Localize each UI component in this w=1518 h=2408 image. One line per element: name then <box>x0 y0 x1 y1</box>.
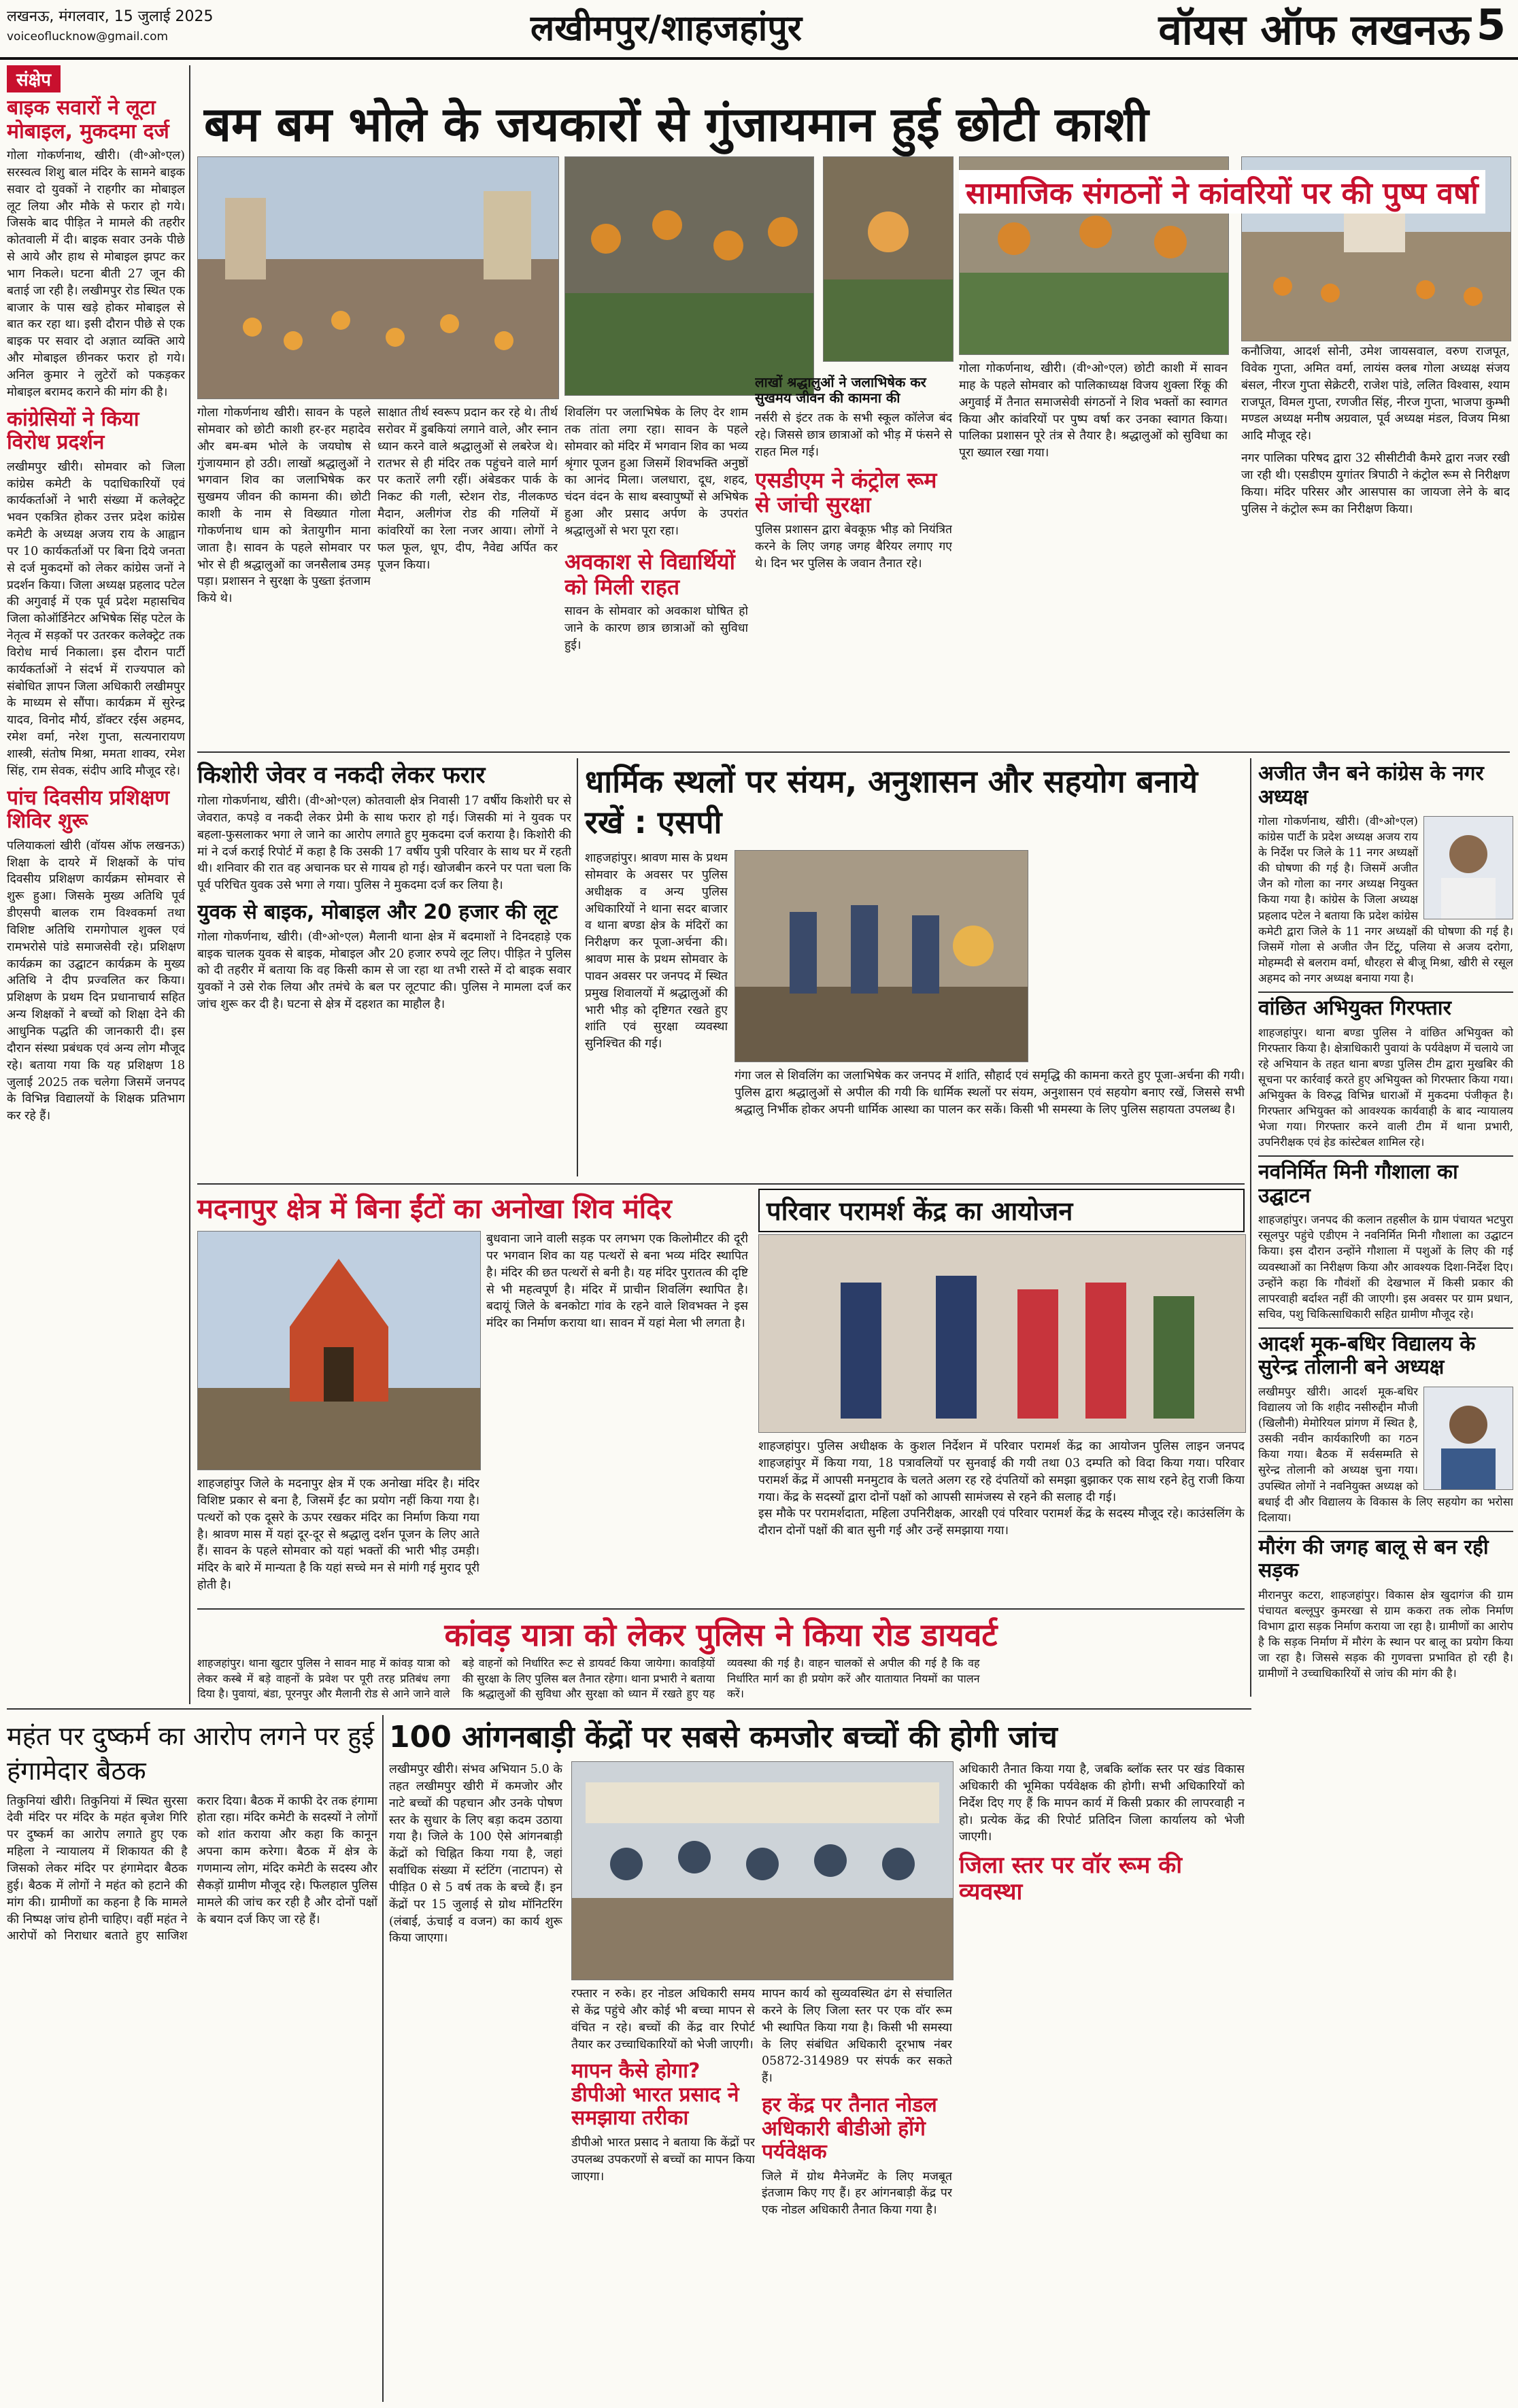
family-body2: इस मौके पर परामर्शदाता, महिला उपनिरीक्षक, आरक्षी एवं परिवार परामर्श केंद्र के सदस्य मौजूद रहे। काउंसलिंग के दौरान दोनों पक्षों की बात सुनी गई और उन्हें समझाया गया। <box>758 1507 1245 1538</box>
lead-body-col6 <box>1241 343 1510 745</box>
right-story3-title: नवनिर्मित मिनी गौशाला का उद्घाटन <box>1258 1155 1513 1208</box>
lead-body7: गोला गोकर्णनाथ, खीरी। (वी॰ओ॰एल) छोटी काशी में सावन माह के पहले सोमवार को पालिकाध्यक्ष विजय शुक्ला रिंकू की अगुवाई में तैनात समाजसेवी संगठनों ने शिव भक्तों का स्वागत किया और कांवरियों पर पुष्प वर्षा कर उनका स्वागत किया। पालिका प्रशासन पूरे तंत्र से तैयार है। श्रद्धालुओं को सुविधा का पूरा ख्याल रखा गया। <box>959 362 1228 460</box>
lead-caption-mid: लाखों श्रद्धालुओं ने जलाभिषेक कर सुखमय जीवन की कामना की <box>755 374 926 406</box>
theft-divider <box>577 758 578 1176</box>
lead-subhead-holiday: अवकाश से विद्यार्थियों को मिली राहत <box>564 548 735 600</box>
theft-stories <box>197 758 571 1180</box>
anganwadi-col2 <box>571 1986 755 2401</box>
shiv-body: शाहजहांपुर जिले के मदनापुर क्षेत्र में एक अनोखा मंदिर है। मंदिर विशिष्ट प्रकार से बना है, जिसमें ईंट का प्रयोग नहीं किया गया है। पत्थरों को एक दूसरे के ऊपर रखकर मंदिर का निर्माण किया गया है। श्रावण मास में यहां दूर-दूर से श्रद्धालु दर्शन पूजन के लिए आते हैं। सावन के पहले सोमवार को यहां भक्तों की भारी भीड़ उमड़ी। मंदिर के बारे में मान्यता है कि यहां सच्चे मन से मांगी गई मुराद पूरी होती है। <box>197 1477 479 1593</box>
ajit-portrait <box>1423 816 1513 919</box>
anganwadi-body6: अधिकारी तैनात किया गया है, जबकि ब्लॉक स्तर पर खंड विकास अधिकारी की भूमिका पर्यवेक्षक की होगी। सभी अधिकारियों को निर्देश दिए गए हैं कि मापन कार्य में किसी प्रकार की लापरवाही न हो। प्रत्येक केंद्र की रिपोर्ट प्रतिदिन जिला कार्यालय को भेजी जाएगी। <box>959 1763 1245 1844</box>
right-story5-title: मौरंग की जगह बालू से बन रही सड़क <box>1258 1531 1513 1583</box>
lead-names: कनौजिया, आदर्श सोनी, उमेश जायसवाल, वरुण राजपूत, विवेक गुप्ता, अमित वर्मा, लायंस क्लब गोला अध्यक्ष संजय बंसल, नीरज गुप्ता सेक्रेटरी, राजेश पांडे, ललित विश्वास, श्याम राजपूत, विमल गुप्ता, रणजीत सिंह, नीरज गुप्ता, भाजपा कुम्भी मण्डल अध्यक्ष मनीष अग्रवाल, पूर्व अध्यक्ष मंडल, विजय मिश्रा आदि मौजूद रहे। <box>1241 345 1510 443</box>
sidebar-divider <box>189 65 190 1704</box>
sp-body2: गंगा जल से शिवलिंग का जलाभिषेक कर जनपद में शांति, सौहार्द एवं समृद्धि की कामना करते हुए पूजा-अर्चना की गयी। पुलिस द्वारा श्रद्धालुओं से अपील की गयी कि धार्मिक स्थलों पर संयम, अनुशासन एवं सहयोग बनाए रखें, जिससे सभी श्रद्धालु निर्भीक होकर अपनी धार्मिक आस्था का पालन कर सकें। किसी भी समस्या के लिए पुलिस सहायता उपलब्ध है। <box>735 1069 1245 1117</box>
lead-subheadline: सामाजिक संगठनों ने कांवरियों पर की पुष्प वर्षा <box>959 170 1485 214</box>
mahant-body: तिकुनियां खीरी। तिकुनियां में स्थित सुरसा देवी मंदिर पर मंदिर के महंत बृजेश गिरि पर दुष्कर्म का आरोप लगाते हुए एक महिला ने न्यायालय में शिकायत की है जिसको लेकर मंदिर पर हंगामेदार बैठक हुई। बैठक में लोगों ने महंत को हटाने की मांग की। ग्रामीणों का कहना है कि मामले की निष्पक्ष जांच होनी चाहिए। वहीं महंत ने आरोपों को निराधार बताते हुए साजिश करार दिया। बैठक में काफी देर तक हंगामा होता रहा। मंदिर कमेटी के सदस्यों ने लोगों को शांत कराया और कहा कि कानून अपना काम करेगा। बैठक में क्षेत्र के गणमान्य लोग, मंदिर कमेटी के सदस्य और सैकड़ों ग्रामीण मौजूद रहे। फिलहाल पुलिस मामले की जांच कर रही है और दोनों पक्षों के बयान दर्ज किए जा रहे हैं। <box>7 1794 377 1944</box>
right-story4-body: लखीमपुर खीरी। आदर्श मूक-बधिर विद्यालय जो कि शहीद नसीरुद्दीन मौजी (खिलौनी) मेमोरियल प्रांगण में स्थित है, उसकी नवीन कार्यकारिणी का गठन किया गया। बैठक में सर्वसम्मति से सुरेन्द्र तोलानी को अध्यक्ष चुना गया। उपस्थित लोगों ने नवनियुक्त अध्यक्ष को बधाई दी और विद्यालय के विकास के लिए सहयोग का भरोसा दिलाया। <box>1258 1385 1513 1524</box>
sp-headline: धार्मिक स्थलों पर संयम, अनुशासन और सहयोग बनाये रखें : एसपी <box>585 763 1198 841</box>
anganwadi-headline: 100 आंगनबाड़ी केंद्रों पर सबसे कमजोर बच्चों की होगी जांच <box>389 1720 1058 1754</box>
right-story2-title: वांछित अभियुक्त गिरफ्तार <box>1258 991 1513 1021</box>
anganwadi-body3: डीपीओ भारत प्रसाद ने बताया कि केंद्रों पर उपलब्ध उपकरणों से बच्चों का मापन किया जाएगा। <box>571 2135 755 2184</box>
anganwadi-body2: रफ्तार न रुके। हर नोडल अधिकारी समय से केंद्र पहुंचे और कोई भी बच्चा मापन से वंचित न रहे। बच्चों की केंद्र वार रिपोर्ट तैयार कर उच्चाधिकारियों को भेजी जाएगी। <box>571 1987 755 2052</box>
sp-photo <box>735 850 1028 1062</box>
shiv-body-col <box>197 1476 479 1605</box>
loot-body: गोला गोकर्णनाथ, खीरी। (वी॰ओ॰एल) मैलानी थाना क्षेत्र में बदमाशों ने दिनदहाड़े एक बाइक चालक युवक से बाइक, मोबाइल और 20 हजार रुपये लूट लिए। पीड़ित ने पुलिस को दी तहरीर में बताया कि वह किसी काम से जा रहा था तभी रास्ते में दो बाइक सवार युवकों ने उसे रोक लिया और तमंचे के बल पर लूटपाट की। पुलिस ने मामला दर्ज कर जांच शुरू कर दी है। घटना से क्षेत्र में दहशत का माहौल है। <box>197 930 571 1012</box>
right-story2-body: शाहजहांपुर। थाना बण्डा पुलिस ने वांछित अभियुक्त को गिरफ्तार किया है। क्षेत्राधिकारी पुवायां के पर्यवेक्षण में चलाये जा रहे अभियान के तहत थाना बण्डा पुलिस टीम द्वारा मुखबिर की सूचना पर कार्रवाई करते हुए अभियुक्त को गिरफ्तार किया गया। अभियुक्त के विरुद्ध विभिन्न धाराओं में मुकदमा पंजीकृत है। गिरफ्तार अभियुक्त को आवश्यक कार्यवाही के बाद न्यायालय भेजा गया। गिरफ्तार करने वाली टीम में थाना प्रभारी, उपनिरीक्षक एवं हेड कांस्टेबल शामिल रहे। <box>1258 1025 1513 1149</box>
header-date <box>7 5 213 44</box>
anganwadi-body5: जिले में ग्रोथ मैनेजमेंट के लिए मजबूत इंतजाम किए गए हैं। हर आंगनबाड़ी केंद्र पर एक नोडल अधिकारी तैनात किया गया है। <box>762 2169 952 2218</box>
anganwadi-photo <box>571 1761 954 1980</box>
brand-logo: वॉयस ऑफ लखनऊ <box>1158 5 1470 54</box>
right-story3-body: शाहजहांपुर। जनपद की कलान तहसील के ग्राम पंचायत भटपुरा रसूलपुर पहुंचे एडीएम ने नवनिर्मित मिनी गौशाला का उद्घाटन किया। इस दौरान उन्होंने गौशाला में पशुओं के लिए की गई व्यवस्थाओं का निरीक्षण किया और आवश्यक दिशा-निर्देश दिए। उन्होंने कहा कि गौवंशों की देखभाल में किसी प्रकार की लापरवाही बर्दाश्त नहीं की जाएगी। इस अवसर पर ग्राम प्रधान, सचिव, पशु चिकित्साधिकारी सहित ग्रामीण मौजूद रहे। <box>1258 1213 1513 1321</box>
sidebar-story2-body: लखीमपुर खीरी। सोमवार को जिला कांग्रेस कमेटी के पदाधिकारियों एवं कार्यकर्ताओं ने भारी संख्या में कलेक्ट्रेट भवन एकत्रित होकर उत्तर प्रदेश कांग्रेस कमेटी के अध्यक्ष अजय राय के आह्वान पर 10 कार्यकर्ताओं पर बिना दिये जनता से दर्ज मुकदमों को लेकर कांग्रेस जनों ने प्रदर्शन किया। जिला अध्यक्ष प्रहलाद पटेल की अगुवाई में एक पूर्व प्रदेश महासचिव जिला कोऑर्डिनेटर अभिषेक सिंह पटेल के नेतृत्व में सड़कों पर उतरकर कलेक्ट्रेट तक विरोध मार्च निकाला। इस दौरान पार्टी कार्यकर्ताओं ने संदर्भ में राज्यपाल को संबोधित ज्ञापन जिला अधिकारी लखीमपुर के माध्यम से सौंपा। कार्यक्रम में सुरेन्द्र यादव, विनोद मौर्य, डॉक्टर रईस अहमद, रमेश वर्मा, नरेश गुप्ता, सत्यनारायण शास्त्री, संतोष मिश्रा, ममता शाक्य, रमेश सिंह, राम सेवक, संदीप आदि मौजूद रहे। <box>7 460 185 778</box>
sidebar-story3-title: पांच दिवसीय प्रशिक्षण शिविर शुरू <box>7 785 170 834</box>
sp-body-col <box>585 850 728 1176</box>
sidebar-story3-body: पलियाकलां खीरी (वॉयस ऑफ लखनऊ) शिक्षा के दायरे में शिक्षकों के पांच दिवसीय प्रशिक्षण कार्यक्रम सोमवार से शुरू हुआ। जिसके मुख्य अतिथि पूर्व डीएसपी बालक राम विश्वकर्मा तथा विशिष्ट अतिथि रामगोपाल शुक्ल एवं रामभरोसे पांडे समाजसेवी रहे। प्रशिक्षण कार्यक्रम का उद्घाटन कार्यक्रम के मुख्य अतिथि ने दीप प्रज्वलित कर किया। प्रशिक्षण के प्रथम दिन प्रधानाचार्य सहित अन्य शिक्षकों ने बच्चों को शिक्षा देने की आधुनिक पद्धति की जानकारी दी। इस दौरान संस्था प्रबंधक एवं अन्य लोग मौजूद रहे। बताया गया कि यह प्रशिक्षण 18 जुलाई 2025 तक चलेगा जिसमें जनपद के विभिन्न विद्यालयों के शिक्षक प्रतिभाग कर रहे हैं। <box>7 838 185 1123</box>
lead-body-col4 <box>755 371 952 745</box>
edition-title: लखीमपुर/शाहजहांपुर <box>530 8 803 49</box>
lead-subhead-sdm: एसडीएम ने कंट्रोल रूम से जांची सुरक्षा <box>755 467 937 518</box>
lead-body-col1 <box>197 405 371 745</box>
sp-body: शाहजहांपुर। श्रावण मास के प्रथम सोमवार के अवसर पर पुलिस अधीक्षक व अन्य पुलिस अधिकारियों ने थाना सदर बाजार व थाना बण्डा क्षेत्र के मंदिरों का निरीक्षण कर पूजा-अर्चना की। श्रावण मास के प्रथम सोमवार के पावन अवसर पर जनपद में स्थित प्रमुख शिवालयों में श्रद्धालुओं की भारी भीड़ को दृष्टिगत रखते हुए शांति एवं सुरक्षा व्यवस्था सुनिश्चित की गई। <box>585 851 728 1051</box>
date-text: लखनऊ, मंगलवार, 15 जुलाई 2025 <box>7 8 214 25</box>
mid-rule <box>197 1183 1245 1185</box>
bottom-rule <box>7 1708 1251 1710</box>
family-headline: परिवार परामर्श केंद्र का आयोजन <box>758 1189 1245 1232</box>
lead-body3: शिवलिंग पर जलाभिषेक के लिए देर शाम तक तांता लगा रहा। सावन के पहले सोमवार को मंदिर में भगवान शिव का भव्य श्रृंगार पूजन हुआ जिसमें शिवभक्ति अनुष्ठों का आनंद मिला। जलधारा, दूध, शहद, चंदन वंदन के साथ बस्वापुष्पों से अभिषेक हुआ और प्रसाद अर्पण के उपरांत श्रद्धालुओं से भरा पूरा रहा। <box>564 406 748 538</box>
lead-headline: बम बम भोले के जयकारों से गुंजायमान हुई छोटी काशी <box>204 97 1149 152</box>
header-rule <box>0 57 1518 60</box>
lead-body5: सावन के सोमवार को अवकाश घोषित हो जाने के कारण छात्र छात्राओं को सुविधा हुई। <box>564 605 748 653</box>
right-column <box>1258 758 1513 2404</box>
anganwadi-col1 <box>389 1761 562 2401</box>
shiv-body2: बुधवाना जाने वाली सड़क पर लगभग एक किलोमीटर की दूरी पर भगवान शिव का यह पत्थरों से बना भव्य मंदिर स्थापित है। मंदिर की छत पत्थरों से बनी है। यह मंदिर पुरातत्व की दृष्टि से भी महत्वपूर्ण है। मंदिर में प्राचीन शिवलिंग स्थापित है। बदायूं जिले के बनकोटा गांव के रहने वाले शिवभक्त ने इस मंदिर का निर्माण कराया था। सावन में यहां मेला भी लगता है। <box>486 1232 748 1331</box>
mahant-story <box>7 1715 377 2402</box>
family-body: शाहजहांपुर। पुलिस अधीक्षक के कुशल निर्देशन में परिवार परामर्श केंद्र का आयोजन पुलिस लाइन जनपद शाहजहांपुर में किया गया, 18 पत्रावलियों पर सुनवाई की गयी तथा 03 दम्पति को विदा किया गया। परिवार परामर्श केंद्र में आपसी मनमुटाव के चलते अलग रह रहे दंपतियों को समझा बुझाकर एक साथ रहने हेतु राजी किया गया। केंद्र के सदस्यों द्वारा दोनों पक्षों को आपसी सामंजस्य से रहने की सलाह दी गई। <box>758 1440 1245 1504</box>
anganwadi-subhead-warroom: जिला स्तर पर वॉर रूम की व्यवस्था <box>959 1852 1183 1906</box>
bottom-divider <box>382 1715 384 2402</box>
sidebar-story2-title: कांग्रेसियों ने किया विरोध प्रदर्शन <box>7 407 139 455</box>
right-story5-body: मीरानपुर कटरा, शाहजहांपुर। विकास क्षेत्र खुदागंज की ग्राम पंचायत बल्लूपुर कुमरखा से ग्राम ककरा तक लोक निर्माण विभाग द्वारा सड़क निर्माण कराया जा रहा है। ग्रामीणों का आरोप है कि सड़क निर्माण में मौरंग के स्थान पर बालू का प्रयोग किया जा रहा है। जिससे सड़क की गुणवत्ता प्रभावित हो रही है। ग्रामीणों ने उच्चाधिकारियों से जांच की मांग की है। <box>1258 1588 1513 1680</box>
lead-body1: गोला गोकर्णनाथ खीरी। सावन के पहले सोमवार को छोटी काशी हर-हर महादेव और बम-बम भोले के जयघोष से गुंजायमान हो उठी। लाखों श्रद्धालुओं ने भगवान शिव का जलाभिषेक कर सुखमय जीवन की कामना की। छोटी काशी के नाम से विख्यात गोला गोकर्णनाथ धाम को त्रेतायुगीन माना जाता है। सावन के पहले सोमवार पर भोर से ही श्रद्धालुओं का जनसैलाब उमड़ पड़ा। प्रशासन ने सुरक्षा के पुख्ता इंतजाम किये थे। <box>197 406 371 606</box>
kanwar-body-col <box>197 1656 1245 1703</box>
shiv-photo <box>197 1231 481 1470</box>
right-story1-body: गोला गोकर्णनाथ, खीरी। (वी॰ओ॰एल) कांग्रेस पार्टी के प्रदेश अध्यक्ष अजय राय के निर्देश पर जिले के 11 नगर अध्यक्षों की घोषणा की गई है। जिसमें अजीत जैन को गोला का नगर अध्यक्ष नियुक्त किया गया है। कांग्रेस के जिला अध्यक्ष प्रहलाद पटेल ने बताया कि प्रदेश कांग्रेस कमेटी द्वारा जिले के 11 नगर अध्यक्षों की घोषणा की गई है। जिसमें गोला से अजीत जैन टिंटू, पलिया से अजय दरोगा, मोहम्मदी से बलराम वर्मा, धौरहरा से बीजू मिश्रा, खीरी से रसूल अहमद को नगर अध्यक्ष बनाया गया है। <box>1258 815 1513 985</box>
mahant-headline: महंत पर दुष्कर्म का आरोप लगने पर हुई हंगामेदार बैठक <box>7 1721 375 1786</box>
anganwadi-body: लखीमपुर खीरी। संभव अभियान 5.0 के तहत लखीमपुर खीरी में कमजोर और नाटे बच्चों की पहचान और उनके पोषण स्तर के सुधार के लिए बड़ा कदम उठाया गया है। जिले के 100 ऐसे आंगनबाड़ी केंद्रों को चिह्नित किया गया है, जहां सर्वाधिक संख्या में स्टंटिंग (नाटापन) से पीड़ित 0 से 5 वर्ष तक के बच्चे हैं। इन केंद्रों पर 15 जुलाई से ग्रोथ मॉनिटरिंग (लंबाई, ऊंचाई व वजन) का कार्य शुरू किया जाएगा। <box>389 1763 562 1946</box>
anganwadi-subhead-measure: मापन कैसे होगा? डीपीओ भारत प्रसाद ने समझाया तरीका <box>571 2059 739 2131</box>
right-col-divider <box>1250 758 1251 1697</box>
sidebar <box>7 65 185 1704</box>
family-body-col <box>758 1438 1245 1605</box>
kanwar-headline: कांवड़ यात्रा को लेकर पुलिस ने किया रोड डायवर्ट <box>444 1616 998 1653</box>
anganwadi-body4: मापन कार्य को सुव्यवस्थित ढंग से संचालित करने के लिए जिला स्तर पर एक वॉर रूम भी स्थापित किया गया है। किसी भी समस्या के लिए संबंधित अधिकारी दूरभाष नंबर 05872-314989 पर संपर्क कर सकते हैं। <box>762 1987 952 2086</box>
sp-body2-col <box>735 1068 1245 1176</box>
family-photo <box>758 1234 1246 1433</box>
lead-photo-1 <box>197 156 559 399</box>
shiv-headline: मदनापुर क्षेत्र में बिना ईंटों का अनोखा शिव मंदिर <box>197 1193 672 1225</box>
theft-body: गोला गोकर्णनाथ, खीरी। (वी॰ओ॰एल) कोतवाली क्षेत्र निवासी 17 वर्षीय किशोरी घर से जेवरात, कपड़े व नकदी लेकर प्रेमी के साथ फरार हो गई। जिसकी मां ने युवक पर बहला-फुसलाकर भगा ले जाने का आरोप लगाते हुए मुकदमा दर्ज कराया है। किशोरी की मां ने दर्ज कराई रिपोर्ट में कहा है कि उसकी 17 वर्षीय पुत्री परिवार के साथ घर में रहती थी। शनिवार की रात वह अचानक घर से गायब हो गई। खोजबीन करने पर पता चला कि पूर्व परिचित युवक उसे भगा ले गया। पुलिस ने मुकदमा दर्ज कर लिया है। <box>197 794 571 893</box>
email-text: voiceoflucknow@gmail.com <box>7 30 169 44</box>
sidebar-story1-body: गोला गोकर्णनाथ, खीरी। (वी॰ओ॰एल) सरस्वत्व शिशु बाल मंदिर के सामने बाइक सवार दो युवकों ने राहगीर का मोबाइल लूट लिया और मौके से फरार हो गये। जिसके बाद पीड़ित ने मामले की तहरीर कोतवाली में दी। बाइक सवार उनके पीछे से आये और हाथ से मोबाइल झपट कर भाग निकले। घटना बीती 27 जून की बताई जा रही है। लखीमपुर रोड स्थित एक बाजार के पास खड़े होकर मोबाइल से बात कर रहा था। इसी दौरान पीछे से एक बाइक पर सवार दो अज्ञात व्यक्ति आये और मोबाइल छीनकर फरार हो गये। अनिल कुमार ने लुटेरों को पकड़कर मोबाइल बरामद कराने की मांग की है। <box>7 149 185 399</box>
lead-body-col5 <box>959 360 1228 745</box>
sidebar-tag: संक्षेप <box>7 65 61 92</box>
loot-title: युवक से बाइक, मोबाइल और 20 हजार की लूट <box>197 900 558 925</box>
lead-body-col3 <box>564 405 748 745</box>
lead-body6: पुलिस प्रशासन द्वारा बेवकूफ़ भीड़ को नियंत्रित करने के लिए जगह जगह बैरियर लगाए गए थे। दिन भर पुलिस के जवान तैनात रहे। <box>755 523 952 571</box>
theft-title: किशोरी जेवर व नकदी लेकर फरार <box>197 762 486 789</box>
lead-body2: साक्षात तीर्थ स्वरूप प्रदान कर रहे थे। तीर्थ सरोवर में डुबकियां लगाने वाले, और स्नान ध्यान करने वाले श्रद्धालुओं से लबरेज थे। रातभर से ही मंदिर तक पहुंचने वाले मार्ग पर कतारें लगी रहीं। अंबेडकर पार्क के निकट की गली, स्टेशन रोड, नीलकण्ठ मैदान, अलीगंज रोड की गलियों में कांवरियों का रेला नजर आया। लोगों ने फल फूल, धूप, दीप, नैवेद्य अर्पित कर पूजन किया। <box>377 406 558 572</box>
anganwadi-col4 <box>959 1761 1245 2401</box>
lead-body8: नगर पालिका परिषद द्वारा 32 सीसीटीवी कैमरे द्वारा नजर रखी जा रही थी। एसडीएम युगांतर त्रिपाठी ने कंट्रोल रूम से निरीक्षण किया। मंदिर परिसर और आसपास का जायजा लेने के बाद पुलिस ने कंट्रोल रूम का निरीक्षण किया। <box>1241 452 1510 516</box>
lead-body-col2 <box>377 405 558 745</box>
lead-photo-3 <box>823 156 954 362</box>
lead-bottom-rule <box>197 751 1510 753</box>
anganwadi-col3 <box>762 1986 952 2401</box>
sidebar-story1-title: बाइक सवारों ने लूटा मोबाइल, मुकदमा दर्ज <box>7 96 169 143</box>
shiv-body2-col <box>486 1231 748 1605</box>
right-story4-title: आदर्श मूक-बधिर विद्यालय के सुरेन्द्र तोलानी बने अध्यक्ष <box>1258 1327 1513 1380</box>
surendra-portrait <box>1423 1387 1513 1490</box>
lead-photo-2 <box>564 156 814 396</box>
page-number: 5 <box>1476 0 1506 50</box>
right-story1-title: अजीत जैन बने कांग्रेस के नगर अध्यक्ष <box>1258 762 1484 809</box>
lead-body4: नर्सरी से इंटर तक के सभी स्कूल कॉलेज बंद रहे। जिससे छात्र छात्राओं को भीड़ में फंसने से राहत मिल गई। <box>755 411 952 459</box>
kanwar-body: शाहजहांपुर। थाना खुटार पुलिस ने सावन माह में कांवड़ यात्रा को लेकर कस्बे में बड़े वाहनों के प्रवेश पर पूरी तरह प्रतिबंध लगा दिया है। पुवायां, बंडा, पूरनपुर और मैलानी रोड से आने जाने वाले बड़े वाहनों को निर्धारित रूट से डायवर्ट किया जायेगा। कावड़ियों की सुरक्षा के लिए पुलिस बल तैनात रहेगा। थाना प्रभारी ने बताया कि श्रद्धालुओं की सुविधा और सुरक्षा को ध्यान में रखते हुए यह व्यवस्था की गई है। वाहन चालकों से अपील की गई है कि वह निर्धारित मार्ग का ही प्रयोग करें और यातायात नियमों का पालन करें। <box>197 1657 980 1701</box>
anganwadi-subhead-nodal: हर केंद्र पर तैनात नोडल अधिकारी बीडीओ होंगे पर्यवेक्षक <box>762 2093 937 2165</box>
kanwar-rule <box>197 1608 1245 1610</box>
